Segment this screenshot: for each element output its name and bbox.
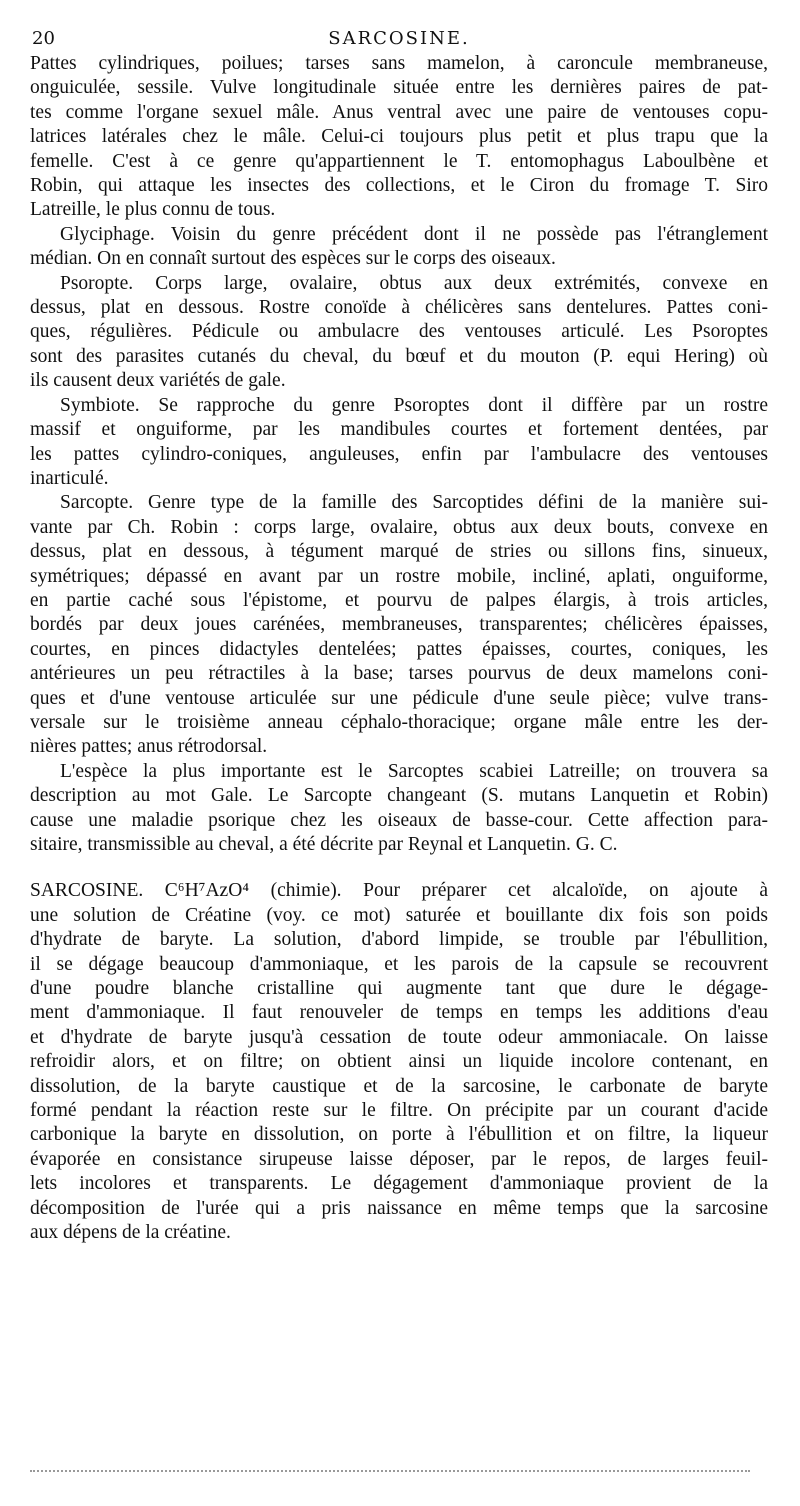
text-line: ques et d'une ventouse articulée sur une pédicule d'une seule pièce; vulve trans-	[30, 687, 768, 709]
text-line: Psoropte. Corps large, ovalaire, obtus aux deux extrémités, convexe en	[60, 272, 768, 294]
text-line: Symbiote. Se rapproche du genre Psoroptes dont il diffère par un rostre	[60, 394, 768, 416]
text-line: bordés par deux joues carénées, membraneuses, transparentes; chélicères épaisses,	[30, 614, 768, 636]
text-line: onguiculée, sessile. Vulve longitudinale située entre les dernières paires de pat-	[30, 77, 768, 99]
text-line: symétriques; dépassé en avant par un rostre mobile, incliné, aplati, onguiforme,	[30, 565, 768, 587]
paragraph-sarcoptes-scabiei	[30, 760, 768, 858]
text-line: d'hydrate de baryte. La solution, d'abord limpide, se trouble par l'ébullition,	[30, 929, 768, 951]
text-line: aux dépens de la créatine.	[30, 1222, 231, 1244]
text-line: lets incolores et transparents. Le dégagement d'ammoniaque provient de la	[30, 1173, 768, 1195]
text-line: formé pendant la réaction reste sur le filtre. On précipite par un courant d'acide	[30, 1100, 768, 1122]
text-line: d'une poudre blanche cristalline qui augmente tant que dure le dégage-	[30, 978, 768, 1000]
text-line: massif et onguiforme, par les mandibules courtes et fortement dentées, par	[30, 419, 768, 441]
text-line: dissolution, de la baryte caustique et de la sarcosine, le carbonate de baryte	[30, 1075, 768, 1097]
paragraph-symbiote	[30, 394, 768, 492]
text-line: courtes, en pinces didactyles dentelées; pattes épaisses, courtes, coniques, les	[30, 638, 768, 660]
text-line: ils causent deux variétés de gale.	[30, 370, 286, 392]
text-line: latrices latérales chez le mâle. Celui-ci toujours plus petit et plus trapu que la	[30, 126, 768, 148]
text-line: sitaire, transmissible au cheval, a été décrite par Reynal et Lanquetin. G. C.	[30, 834, 618, 855]
text-line: antérieures un peu rétractiles à la base; tarses pourvus de deux mamelons coni-	[30, 663, 768, 685]
text-line: il se dégage beaucoup d'ammoniaque, et les parois de la capsule se recouvrent	[30, 953, 768, 975]
text-line: L'espèce la plus importante est le Sarcoptes scabiei Latreille; on trouvera sa	[60, 760, 768, 782]
text-line: en partie caché sous l'épistome, et pourvu de palpes élargis, à trois articles,	[30, 589, 768, 611]
text-line: médian. On en connaît surtout des espèces sur le corps des oiseaux.	[30, 248, 556, 270]
text-line: Robin, qui attaque les insectes des collections, et le Ciron du fromage T. Siro	[30, 175, 768, 197]
text-line: ment d'ammoniaque. Il faut renouveler de temps en temps les additions d'eau	[30, 1002, 768, 1024]
running-title: SARCOSINE.	[328, 28, 470, 49]
text-line: et d'hydrate de baryte jusqu'à cessation de toute odeur ammoniacale. On laisse	[30, 1026, 768, 1048]
body-text	[30, 52, 768, 1246]
paragraph-glyciphage	[30, 223, 768, 272]
text-line: versale sur le troisième anneau céphalo-thoracique; organe mâle entre les der-	[30, 711, 768, 733]
text-line: vante par Ch. Robin : corps large, ovalaire, obtus aux deux bouts, convexe en	[30, 516, 768, 538]
text-line: dessus, plat en dessous. Rostre conoïde à chélicères sans dentelures. Pattes coni-	[30, 297, 768, 319]
text-line: nières pattes; anus rétrodorsal.	[30, 736, 268, 758]
entry-sarcosine	[30, 879, 768, 1245]
text-line: décomposition de l'urée qui a pris naissance en même temps que la sarcosine	[30, 1197, 768, 1219]
paragraph-psoropte	[30, 272, 768, 394]
text-line: ques, régulières. Pédicule ou ambulacre des ventouses articulé. Les Psoroptes	[30, 321, 768, 343]
text-line: Pattes cylindriques, poilues; tarses sans mamelon, à caroncule membraneuse,	[30, 53, 768, 74]
text-line: Glyciphage. Voisin du genre précédent dont il ne possède pas l'étranglement	[60, 223, 768, 245]
page-number: 20	[32, 28, 55, 49]
footer-dotted-rule	[30, 1470, 750, 1472]
text-line: inarticulé.	[30, 467, 109, 489]
text-line: carbonique la baryte en dissolution, on porte à l'ébullition et on filtre, la liqueur	[30, 1124, 768, 1146]
text-line: Latreille, le plus connu de tous.	[30, 199, 276, 221]
text-line: description au mot Gale. Le Sarcopte changeant (S. mutans Lanquetin et Robin)	[30, 785, 768, 807]
text-line: refroidir alors, et on filtre; on obtient ainsi un liquide incolore contenant, en	[30, 1051, 768, 1073]
text-line: tes comme l'organe sexuel mâle. Anus ventral avec une paire de ventouses copu-	[30, 101, 768, 123]
text-line: dessus, plat en dessous, à tégument marqué de stries ou sillons fins, sinueux,	[30, 541, 768, 563]
text-line: cause une maladie psorique chez les oiseaux de basse-cour. Cette affection para-	[30, 809, 768, 831]
page	[30, 22, 768, 1246]
text-line: les pattes cylindro-coniques, anguleuses, enfin par l'ambulacre des ventouses	[30, 443, 768, 465]
paragraph-tyroglyphe-continued	[30, 52, 768, 223]
text-line: femelle. C'est à ce genre qu'appartiennent le T. entomophagus Laboulbène et	[30, 150, 768, 172]
text-line: une solution de Créatine (voy. ce mot) saturée et bouillante dix fois son poids	[30, 904, 768, 926]
paragraph-sarcopte	[30, 491, 768, 759]
text-line: évaporée en consistance sirupeuse laisse déposer, par le repos, de larges feuil-	[30, 1148, 768, 1170]
text-line: Sarcopte. Genre type de la famille des Sarcoptides défini de la manière sui-	[60, 492, 768, 514]
text-line: sont des parasites cutanés du cheval, du bœuf et du mouton (P. equi Hering) où	[30, 345, 768, 367]
running-head	[30, 22, 768, 52]
text-line: SARCOSINE. C⁶H⁷AzO⁴ (chimie). Pour préparer cet alcaloïde, on ajoute à	[30, 880, 768, 902]
